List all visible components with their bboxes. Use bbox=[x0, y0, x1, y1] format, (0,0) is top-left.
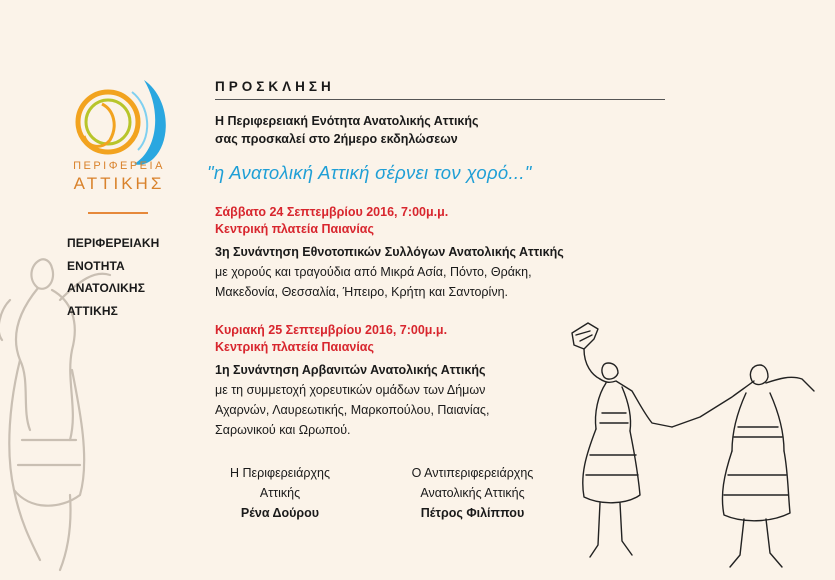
signature-role: Ανατολικής Αττικής bbox=[420, 486, 525, 500]
regional-unit-name bbox=[67, 232, 159, 322]
unit-line: ΠΕΡΙΦΕΡΕΙΑΚΗ bbox=[67, 236, 160, 250]
event-desc-line: με χορούς και τραγούδια από Μικρά Ασία, Πόντο, Θράκη, bbox=[215, 265, 532, 279]
event-title: 3η Συνάντηση Εθνοτοπικών Συλλόγων Ανατολικής Αττικής bbox=[215, 245, 564, 259]
logo-text-line2: ΑΤΤΙΚΗΣ bbox=[73, 174, 165, 193]
event-description bbox=[215, 380, 489, 440]
event-desc-line: Μακεδονία, Θεσσαλία, Ήπειρο, Κρήτη και Σαντορίνη. bbox=[215, 285, 508, 299]
event-title: 1η Συνάντηση Αρβανιτών Ανατολικής Αττικής bbox=[215, 363, 486, 377]
page-title: ΠΡΟΣΚΛΗΣΗ bbox=[215, 79, 335, 94]
event-description bbox=[215, 262, 564, 302]
event-desc-line: Αχαρνών, Λαυρεωτικής, Μαρκοπούλου, Παιανίας, bbox=[215, 403, 490, 417]
signature-name: Πέτρος Φιλίππου bbox=[420, 506, 525, 520]
intro-text bbox=[215, 112, 479, 148]
intro-line2: σας προσκαλεί στο 2ήμερο εκδηλώσεων bbox=[215, 132, 458, 146]
signature-role: Ο Αντιπεριφερειάρχης bbox=[411, 466, 534, 480]
header-rule bbox=[215, 99, 665, 100]
intro-line1: Η Περιφερειακή Ενότητα Ανατολικής Αττικής bbox=[215, 114, 479, 128]
event-place: Κεντρική πλατεία Παιανίας bbox=[215, 340, 374, 354]
unit-line: ΕΝΟΤΗΤΑ bbox=[67, 258, 125, 273]
logo-text-line1: ΠΕΡΙΦΕΡΕΙΑ bbox=[73, 160, 165, 172]
event-place: Κεντρική πλατεία Παιανίας bbox=[215, 222, 374, 236]
event-desc-line: με τη συμμετοχή χορευτικών ομάδων των Δήμων bbox=[215, 383, 486, 397]
event-date: Σάββατο 24 Σεπτεμβρίου 2016, 7:00μ.μ. bbox=[215, 205, 449, 219]
divider bbox=[88, 212, 148, 214]
signature-left bbox=[200, 463, 360, 523]
signature-role: Η Περιφερειάρχης bbox=[230, 466, 330, 480]
dancers-illustration bbox=[540, 305, 830, 575]
event-desc-line: Σαρωνικού και Ωρωπού. bbox=[215, 423, 351, 437]
event-1 bbox=[215, 204, 564, 302]
event-tagline: "η Ανατολική Αττική σέρνει τον χορό..." bbox=[207, 162, 532, 183]
event-date: Κυριακή 25 Σεπτεμβρίου 2016, 7:00μ.μ. bbox=[215, 323, 448, 337]
event-2 bbox=[215, 322, 489, 440]
unit-line: ΑΤΤΙΚΗΣ bbox=[67, 303, 118, 318]
signature-right bbox=[385, 463, 560, 523]
signature-role: Αττικής bbox=[259, 486, 301, 500]
unit-line: ΑΝΑΤΟΛΙΚΗΣ bbox=[67, 281, 145, 295]
signature-name: Ρένα Δούρου bbox=[240, 506, 320, 520]
